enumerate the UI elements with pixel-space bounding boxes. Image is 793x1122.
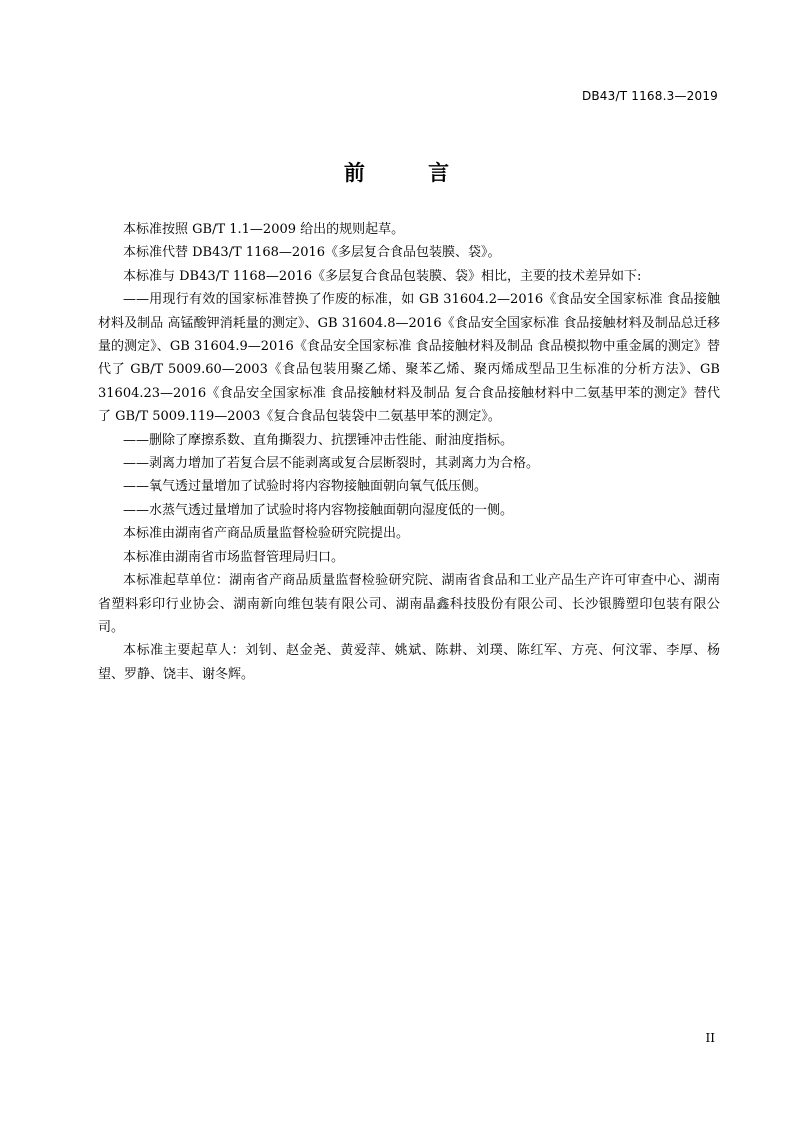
- paragraph-difference-standards: ——用现行有效的国家标准替换了作废的标准，如 GB 31604.2—2016《食品安全国家标准 食品接触材料及制品 高锰酸钾消耗量的测定》、GB 31604.8—2016《食品安全国家标准 食品接触材料及制品总迁移量的测定》、GB 31604.9—2016《食品安全国家标准 食品接触材料及制品 食品模拟物中重金属的测定》替代了 GB/T 5009.60—2003《食品包装用聚乙烯、聚苯乙烯、聚丙烯成型品卫生标准的分析方法》、GB 31604.23—2016《食品安全国家标准 食品接触材料及制品 复合食品接触材料中二氨基甲苯的测定》替代了 GB/T 5009.119—2003《复合食品包装袋中二氨基甲苯的测定》。: [98, 292, 720, 425]
- paragraph-difference-vapor: ——水蒸气透过量增加了试验时将内容物接触面朝向湿度低的一侧。: [123, 502, 514, 518]
- paragraph-difference-removed: ——删除了摩擦系数、直角撕裂力、抗摆锤冲击性能、耐油度指标。: [123, 432, 514, 448]
- paragraph-replaces: 本标准代替 DB43/T 1168—2016《多层复合食品包装膜、袋》。: [123, 245, 501, 261]
- paragraph-differences-intro: 本标准与 DB43/T 1168—2016《多层复合食品包装膜、袋》相比，主要的技术差异如下:: [123, 268, 642, 284]
- paragraph-proposed-by: 本标准由湖南省产商品质量监督检验研究院提出。: [123, 526, 410, 542]
- paragraph-difference-oxygen: ——氧气透过量增加了试验时将内容物接触面朝向氧气低压侧。: [123, 479, 488, 495]
- paragraph-centralized-by: 本标准由湖南省市场监督管理局归口。: [123, 549, 345, 565]
- paragraph-difference-peel: ——剥离力增加了若复合层不能剥离或复合层断裂时，其剥离力为合格。: [123, 456, 540, 472]
- standard-code: DB43/T 1168.3—2019: [581, 89, 718, 103]
- paragraph-drafters: 本标准主要起草人：刘钊、赵金尧、黄爱萍、姚斌、陈耕、刘璞、陈红军、方亮、何汶霏、李厚、杨望、罗静、饶丰、谢冬辉。: [98, 643, 720, 682]
- page-title: 前 言: [343, 161, 478, 185]
- paragraph-drafting-rules: 本标准按照 GB/T 1.1—2009 给出的规则起草。: [123, 222, 405, 237]
- page-number: II: [705, 1031, 715, 1045]
- foreword-body: [98, 218, 720, 686]
- paragraph-drafting-units: 本标准起草单位：湖南省产商品质量监督检验研究院、湖南省食品和工业产品生产许可审查中心、湖南省塑料彩印行业协会、湖南新向维包装有限公司、湖南晶鑫科技股份有限公司、长沙银腾塑印包装有限公司。: [98, 573, 720, 635]
